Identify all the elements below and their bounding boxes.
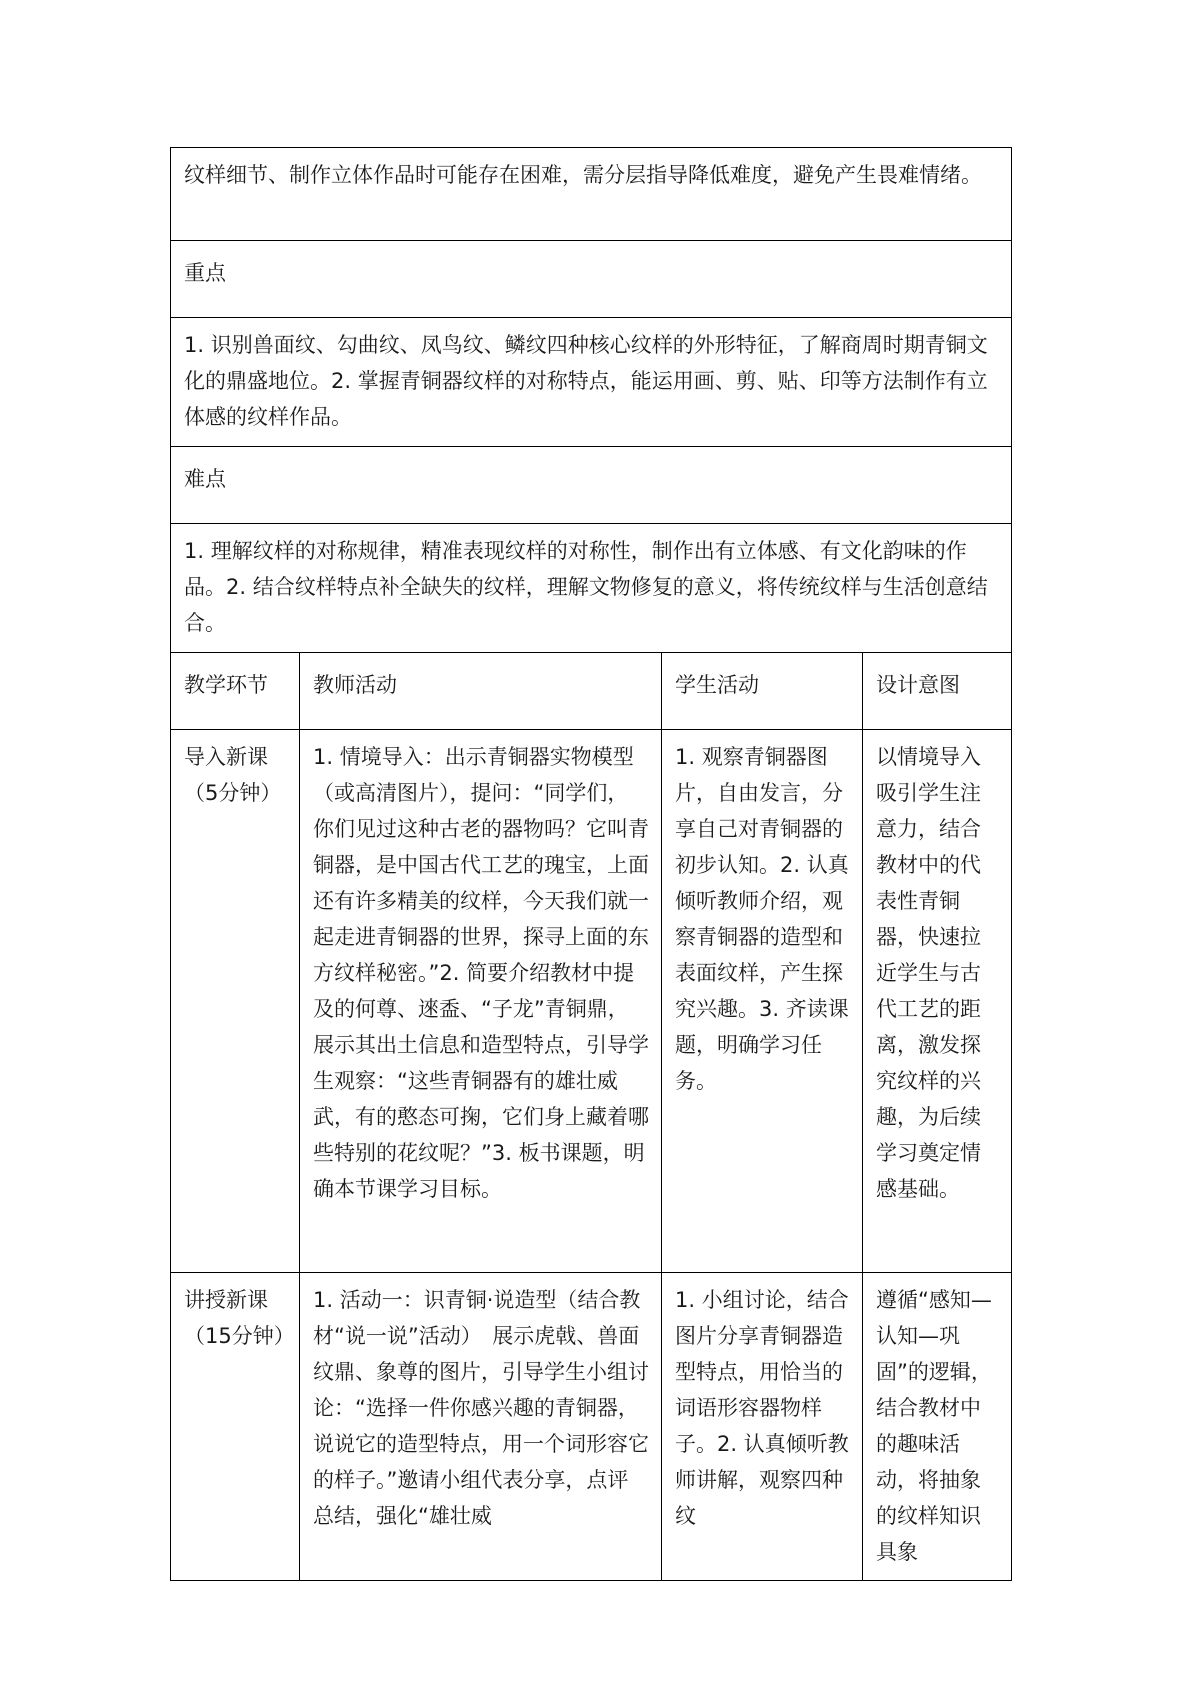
header-student — [662, 653, 863, 730]
row-2-student — [662, 1273, 863, 1581]
row-1-stage-text: 导入新课（5分钟） — [184, 745, 282, 805]
continuation-cell — [171, 148, 1012, 241]
header-stage — [171, 653, 300, 730]
table-header-row — [171, 653, 1012, 730]
header-student-label: 学生活动 — [675, 673, 759, 697]
row-1-teacher-text: 1. 情境导入：出示青铜器实物模型（或高清图片），提问：“同学们，你们见过这种古老的器物吗？它叫青铜器，是中国古代工艺的瑰宝，上面还有许多精美的纹样，今天我们就一起走进青铜器的世界，探寻上面的东方纹样秘密。”2. 简要介绍教材中提及的何尊、逨盉、“子龙”青铜鼎，展示其出土信息和造型特点，引导学生观察：“这些青铜器有的雄壮威武，有的憨态可掬，它们身上藏着哪些特别的花纹呢？”3. 板书课题，明确本节课学习目标。 — [313, 745, 649, 1201]
row-2-stage — [171, 1273, 300, 1581]
key-points-label: 重点 — [184, 261, 226, 285]
continuation-text: 纹样细节、制作立体作品时可能存在困难，需分层指导降低难度，避免产生畏难情绪。 — [184, 163, 982, 187]
row-1-stage — [171, 730, 300, 1273]
lesson-plan-table — [170, 147, 1012, 1581]
row-2-intent — [863, 1273, 1012, 1581]
row-2-stage-text: 讲授新课（15分钟） — [184, 1288, 295, 1348]
table-row — [171, 1273, 1012, 1581]
header-teacher — [300, 653, 662, 730]
row-2-intent-text: 遵循“感知—认知—巩固”的逻辑，结合教材中的趣味活动，将抽象的纹样知识具象 — [876, 1288, 992, 1564]
key-points-text: 1. 识别兽面纹、勾曲纹、凤鸟纹、鳞纹四种核心纹样的外形特征，了解商周时期青铜文化的鼎盛地位。2. 掌握青铜器纹样的对称特点，能运用画、剪、贴、印等方法制作有立体感的纹样作品。 — [184, 333, 988, 429]
header-teacher-label: 教师活动 — [313, 673, 397, 697]
row-2-student-text: 1. 小组讨论，结合图片分享青铜器造型特点，用恰当的词语形容器物样子。2. 认真倾听教师讲解，观察四种纹 — [675, 1288, 849, 1528]
row-1-student-text: 1. 观察青铜器图片，自由发言，分享自己对青铜器的初步认知。2. 认真倾听教师介绍，观察青铜器的造型和表面纹样，产生探究兴趣。3. 齐读课题，明确学习任务。 — [675, 745, 849, 1093]
difficulties-label: 难点 — [184, 467, 226, 491]
difficulties-label-row — [171, 447, 1012, 524]
header-stage-label: 教学环节 — [184, 673, 268, 697]
row-1-intent-text: 以情境导入吸引学生注意力，结合教材中的代表性青铜器，快速拉近学生与古代工艺的距离，激发探究纹样的兴趣，为后续学习奠定情感基础。 — [876, 745, 981, 1201]
row-1-student — [662, 730, 863, 1273]
key-points-label-row — [171, 241, 1012, 318]
key-points-label-cell — [171, 241, 1012, 318]
row-2-teacher-text: 1. 活动一：识青铜·说造型（结合教材“说一说”活动） 展示虎戟、兽面纹鼎、象尊的图片，引导学生小组讨论：“选择一件你感兴趣的青铜器，说说它的造型特点，用一个词形容它的样子。”邀请小组代表分享，点评总结，强化“雄壮威 — [313, 1288, 649, 1528]
table-row — [171, 730, 1012, 1273]
row-1-teacher — [300, 730, 662, 1273]
difficulties-text: 1. 理解纹样的对称规律，精准表现纹样的对称性，制作出有立体感、有文化韵味的作品。2. 结合纹样特点补全缺失的纹样，理解文物修复的意义，将传统纹样与生活创意结合。 — [184, 539, 988, 635]
difficulties-cell — [171, 524, 1012, 653]
row-1-intent — [863, 730, 1012, 1273]
key-points-cell — [171, 318, 1012, 447]
key-points-row — [171, 318, 1012, 447]
row-2-teacher — [300, 1273, 662, 1581]
header-intent-label: 设计意图 — [876, 673, 960, 697]
difficulties-label-cell — [171, 447, 1012, 524]
difficulties-row — [171, 524, 1012, 653]
continuation-row — [171, 148, 1012, 241]
header-intent — [863, 653, 1012, 730]
